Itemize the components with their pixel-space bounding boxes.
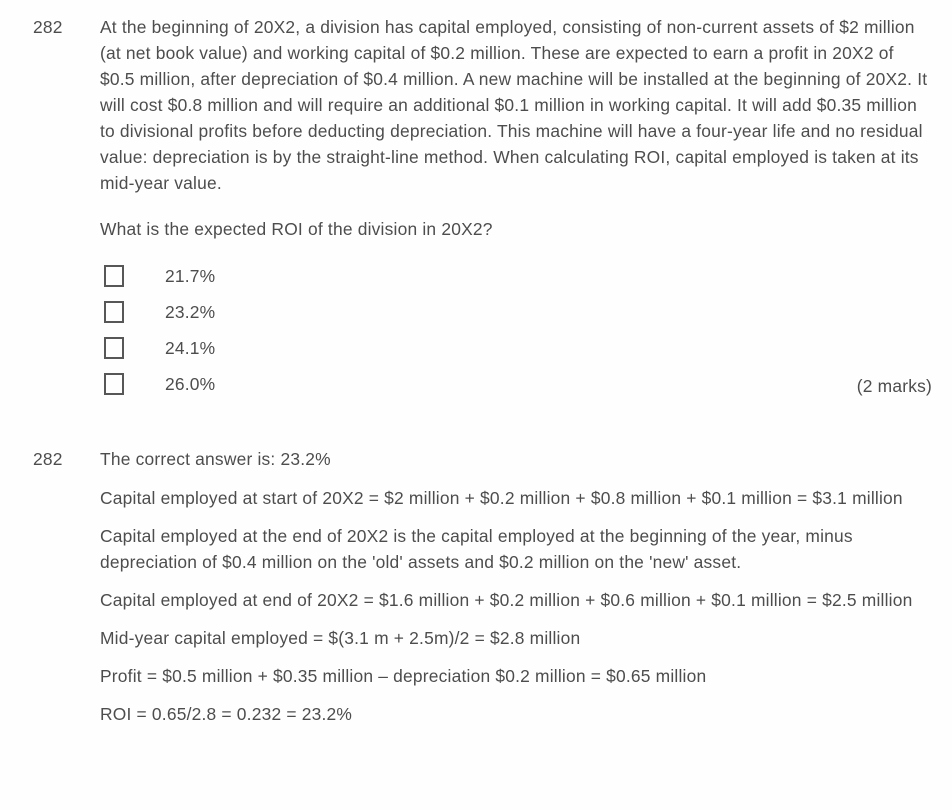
answer-option [100, 258, 928, 294]
option-label: 24.1% [165, 338, 216, 358]
option-checkbox[interactable] [104, 337, 124, 359]
answer-option [100, 366, 928, 402]
question-body-text: At the beginning of 20X2, a division has capital employed, consisting of non-current assets of $2 million (at net book value) and working capital of $0.2 million. These are expected to earn a profit in 20X2 of $0.5 million, after depreciation of $0.4 million. A new machine will be installed at the beginning of 20X2. It will cost $0.8 million and will require an additional $0.1 million in working capital. It will add $0.35 million to divisional profits before deducting depreciation. This machine will have a four-year life and no residual value: depreciation is by the straight-line method. When calculating ROI, capital employed is taken at its mid-year value. [100, 17, 928, 193]
answer-options-list [100, 258, 932, 402]
marks-label: (2 marks) [856, 376, 932, 396]
question-number: 282 [33, 17, 63, 37]
answer-working-paragraph: Capital employed at the end of 20X2 is the capital employed at the beginning of the year, minus depreciation of $0.4 million on the 'old' assets and $0.2 million on the 'new' asset. [100, 526, 853, 572]
answer-number: 282 [33, 449, 63, 469]
answer-working-paragraph: Mid-year capital employed = $(3.1 m + 2.5m)/2 = $2.8 million [100, 628, 581, 648]
option-checkbox[interactable] [104, 301, 124, 323]
option-label: 21.7% [165, 266, 216, 286]
option-checkbox[interactable] [104, 373, 124, 395]
question-block [33, 14, 938, 402]
option-label: 23.2% [165, 302, 216, 322]
answer-option [100, 330, 928, 366]
option-label: 26.0% [165, 374, 216, 394]
answer-block [33, 446, 938, 727]
answer-working-paragraph: ROI = 0.65/2.8 = 0.232 = 23.2% [100, 704, 353, 724]
answer-working-paragraph: Capital employed at end of 20X2 = $1.6 million + $0.2 million + $0.6 million + $0.1 million = $2.5 million [100, 590, 913, 610]
question-prompt: What is the expected ROI of the division in 20X2? [100, 219, 493, 239]
answer-working-paragraph: Profit = $0.5 million + $0.35 million – depreciation $0.2 million = $0.65 million [100, 666, 707, 686]
answer-working-paragraph: Capital employed at start of 20X2 = $2 million + $0.2 million + $0.8 million + $0.1 million = $3.1 million [100, 488, 903, 508]
option-checkbox[interactable] [104, 265, 124, 287]
correct-answer-heading: The correct answer is: 23.2% [100, 449, 331, 469]
answer-option [100, 294, 928, 330]
